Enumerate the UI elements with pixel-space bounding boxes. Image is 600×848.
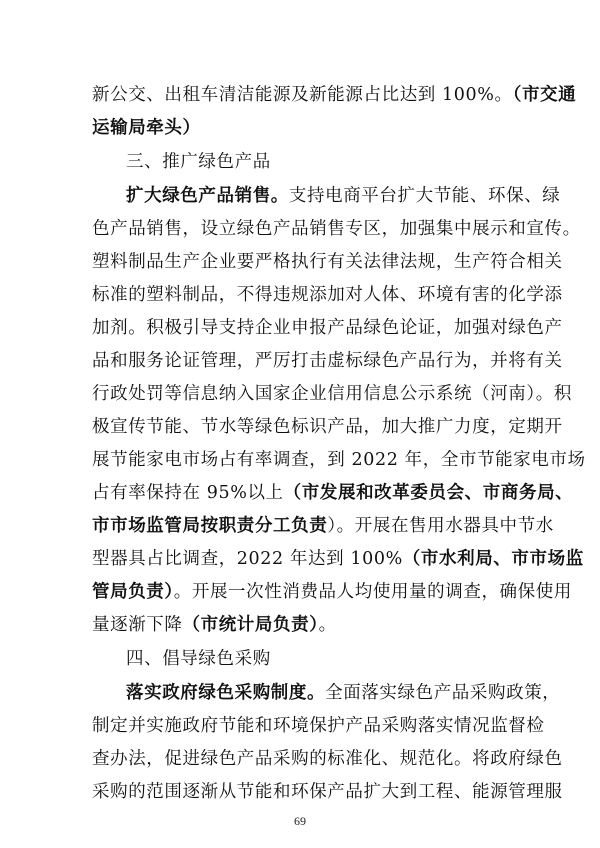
page-number: 69 (294, 814, 306, 828)
responsible-agency: 运输局牵头） (92, 118, 201, 138)
text-line: 行政处罚等信息纳入国家企业信用信息公示系统（河南）。积 (92, 384, 572, 404)
text-line (92, 581, 572, 603)
text-run: 。 (318, 615, 337, 635)
text-line: 塑料制品生产企业要严格执行有关法律法规，生产符合相关 (92, 252, 563, 272)
text-line: 制定并实施政府节能和环境保护产品采购落实情况监督检 (92, 716, 545, 736)
paragraph-lead: 落实政府绿色采购制度。 (126, 683, 326, 703)
text-run: ）。开展在售用水器具中节水 (327, 516, 554, 536)
text-run: 量逐渐下降 (92, 615, 183, 635)
text-line: 查办法，促进绿色产品采购的标准化、规范化。将政府绿色 (92, 749, 563, 769)
paragraph-lead: 扩大绿色产品销售。 (126, 186, 289, 206)
responsible-agency: （市水利局、市市场监 (402, 549, 584, 569)
text-run: 全面落实绿色产品采购政策， (325, 683, 561, 703)
responsible-agency: 管局负责） (92, 582, 174, 602)
text-line: 标准的塑料制品，不得违规添加对人体、环境有害的化学添 (92, 285, 563, 305)
text-run: 支持电商平台扩大节能、环保、绿 (288, 186, 561, 206)
responsible-agency: 市市场监管局按职责分工负责 (92, 516, 328, 536)
text-line (92, 515, 554, 537)
text-line (92, 482, 574, 504)
text-run: 新公交、出租车清洁能源及新能源占比达到 100%。 (92, 85, 513, 105)
text-line (126, 185, 561, 207)
text-line: 品和服务论证管理，严厉打击虚标绿色产品行为，并将有关 (92, 351, 563, 371)
text-line (92, 614, 512, 636)
text-line: 采购的范围逐渐从节能和环保产品扩大到工程、能源管理服 (92, 782, 563, 802)
section-heading-3: 三、推广绿色产品 (126, 152, 271, 172)
text-line (92, 84, 577, 106)
section-heading-4: 四、倡导绿色采购 (126, 649, 271, 669)
text-line: 色产品销售，设立绿色产品销售专区，加强集中展示和宣传。 (92, 219, 581, 239)
text-run: 型器具占比调查，2022 年达到 100% (92, 549, 403, 569)
responsible-agency: （市发展和改革委员会、市商务局、 (283, 483, 574, 503)
text-run: 占有率保持在 95%以上 (92, 483, 284, 503)
responsible-agency: （市统计局负责） (182, 615, 319, 635)
text-run: 。开展一次性消费品人均使用量的调查，确保使用 (173, 582, 572, 602)
text-line (126, 682, 561, 704)
text-line: 加剂。积极引导支持企业申报产品绿色论证，加强对绿色产 (92, 318, 563, 338)
responsible-agency: （市交通 (512, 85, 577, 105)
text-line: 展节能家电市场占有率调查，到 2022 年，全市节能家电市场 (92, 450, 586, 470)
text-line: 极宣传节能、节水等绿色标识产品，加大推广力度，定期开 (92, 417, 563, 437)
text-line (92, 548, 584, 570)
